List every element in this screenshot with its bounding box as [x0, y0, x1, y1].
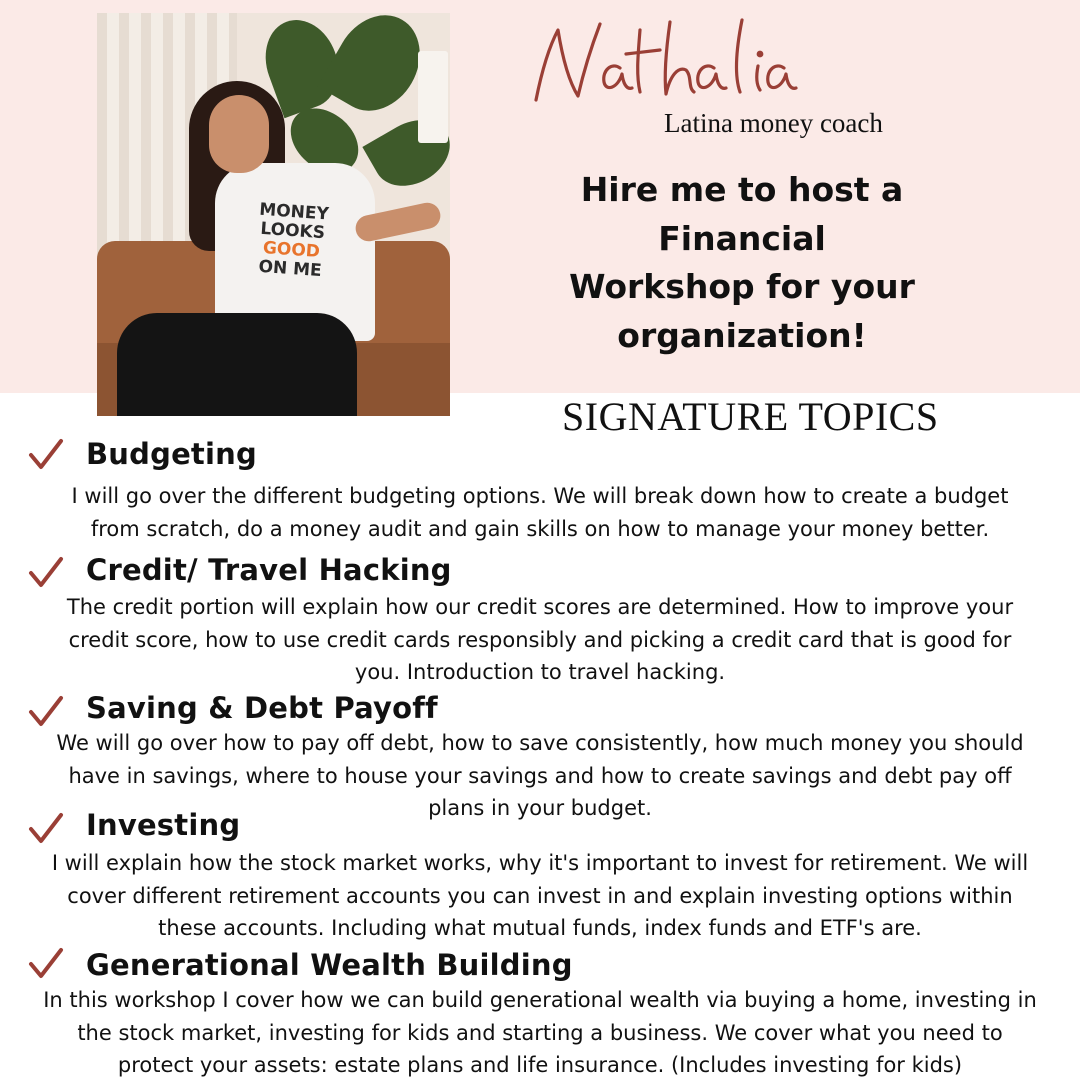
checkmark-icon	[28, 946, 64, 980]
shirt-print-line: MONEY	[258, 199, 330, 225]
description-line: protect your assets: estate plans and life insurance. (Includes investing for kids)	[117, 1053, 963, 1077]
checkmark-icon	[28, 555, 64, 589]
topic-description-credit-travel-hacking	[0, 591, 1080, 689]
headline-line: Workshop for your	[569, 267, 915, 306]
shirt-print-line: GOOD	[262, 238, 321, 262]
description-line: The credit portion will explain how our credit scores are determined. How to improve your	[66, 595, 1014, 619]
description-line: the stock market, investing for kids and starting a business. We cover what you need to	[77, 1020, 1003, 1045]
topic-title-investing: Investing	[86, 808, 241, 842]
photo-face	[209, 95, 269, 173]
headline-line: organization!	[617, 315, 867, 355]
description-line: these accounts. Including what mutual funds, index funds and ETF's are.	[158, 916, 922, 940]
description-line: you. Introduction to travel hacking.	[354, 660, 726, 684]
headline	[562, 166, 922, 360]
description-line: I will explain how the stock market works, why it's important to invest for retirement. We will	[51, 851, 1029, 875]
checkmark-icon	[28, 811, 64, 845]
shirt-print-line: ON ME	[257, 256, 323, 282]
section-title: SIGNATURE TOPICS	[562, 394, 939, 439]
photo-lamp	[418, 51, 448, 143]
topic-description-investing	[0, 847, 1080, 945]
description-line: have in savings, where to house your savings and how to create savings and debt pay off	[68, 763, 1012, 788]
topic-title-generational-wealth-building: Generational Wealth Building	[86, 948, 573, 982]
coach-photo	[97, 13, 450, 416]
topic-title-saving-debt-payoff: Saving & Debt Payoff	[86, 691, 438, 725]
shirt-print	[234, 199, 349, 282]
topic-description-budgeting	[0, 480, 1080, 545]
description-line: from scratch, do a money audit and gain skills on how to manage your money better.	[90, 516, 990, 541]
topic-title-budgeting: Budgeting	[86, 437, 257, 471]
description-line: plans in your budget.	[428, 796, 652, 820]
tagline: Latina money coach	[664, 108, 883, 138]
description-line: cover different retirement accounts you can invest in and explain investing options within	[67, 883, 1013, 908]
description-line: I will go over the different budgeting options. We will break down how to create a budget	[71, 484, 1009, 508]
checkmark-icon	[28, 694, 64, 728]
logo-text: Nathalia	[528, 10, 533, 11]
topic-title-credit-travel-hacking: Credit/ Travel Hacking	[86, 553, 452, 587]
headline-line: Financial	[658, 218, 826, 258]
photo-legs	[117, 313, 357, 416]
description-line: In this workshop I cover how we can build generational wealth via buying a home, investing in	[43, 988, 1037, 1012]
description-line: credit score, how to use credit cards responsibly and picking a credit card that is good for	[68, 627, 1012, 652]
topic-description-generational-wealth-building	[0, 984, 1080, 1082]
checkmark-icon	[28, 437, 64, 471]
shirt-print-line: LOOKS	[259, 218, 326, 244]
description-line: We will go over how to pay off debt, how to save consistently, how much money you should	[56, 731, 1024, 755]
nathalia-signature-logo	[528, 10, 798, 120]
headline-line: Hire me to host a	[580, 170, 904, 209]
